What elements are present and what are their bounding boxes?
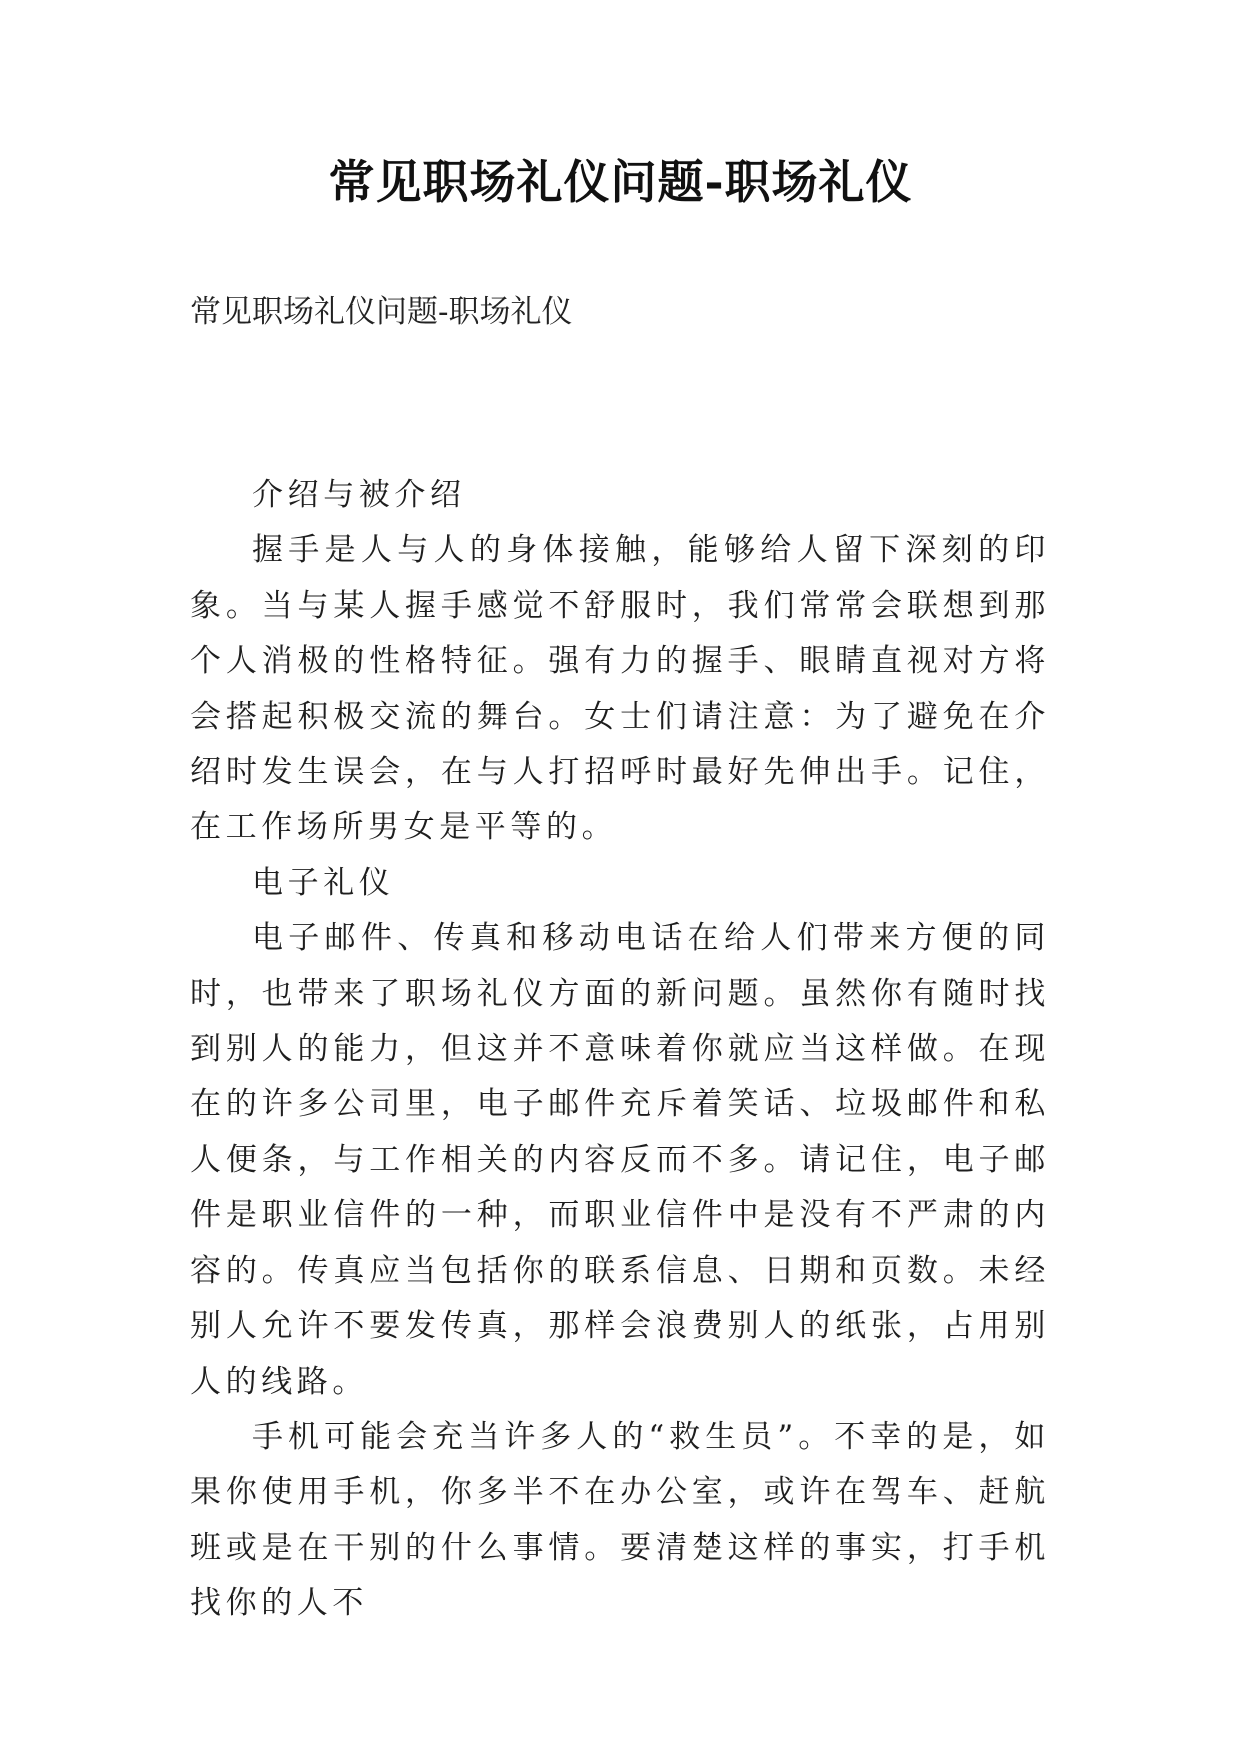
document-title: 常见职场礼仪问题-职场礼仪 <box>328 155 913 209</box>
section-heading-introduction: 介绍与被介绍 <box>252 477 466 513</box>
paragraph-handshake: 握手是人与人的身体接触，能够给人留下深刻的印象。当与某人握手感觉不舒服时，我们常常会联想到那个人消极的性格特征。强有力的握手、眼睛直视对方将会搭起积极交流的舞台。女士们请注意：为了避免在介绍时发生误会，在与人打招呼时最好先伸出手。记住，在工作场所男女是平等的。 <box>190 532 1050 846</box>
paragraph-email-fax: 电子邮件、传真和移动电话在给人们带来方便的同时，也带来了职场礼仪方面的新问题。虽然你有随时找到别人的能力，但这并不意味着你就应当这样做。在现在的许多公司里，电子邮件充斥着笑话、垃圾邮件和私人便条，与工作相关的内容反而不多。请记住，电子邮件是职业信件的一种，而职业信件中是没有不严肃的内容的。传真应当包括你的联系信息、日期和页数。未经别人允许不要发传真，那样会浪费别人的纸张，占用别人的线路。 <box>190 920 1050 1400</box>
document-body <box>190 468 1050 1632</box>
document-subtitle: 常见职场礼仪问题-职场礼仪 <box>190 294 573 330</box>
paragraph-mobile-phone: 手机可能会充当许多人的“救生员”。不幸的是，如果你使用手机，你多半不在办公室，或许在驾车、赶航班或是在干别的什么事情。要清楚这样的事实，打手机找你的人不 <box>190 1418 1050 1622</box>
section-heading-electronic-etiquette: 电子礼仪 <box>252 864 395 901</box>
